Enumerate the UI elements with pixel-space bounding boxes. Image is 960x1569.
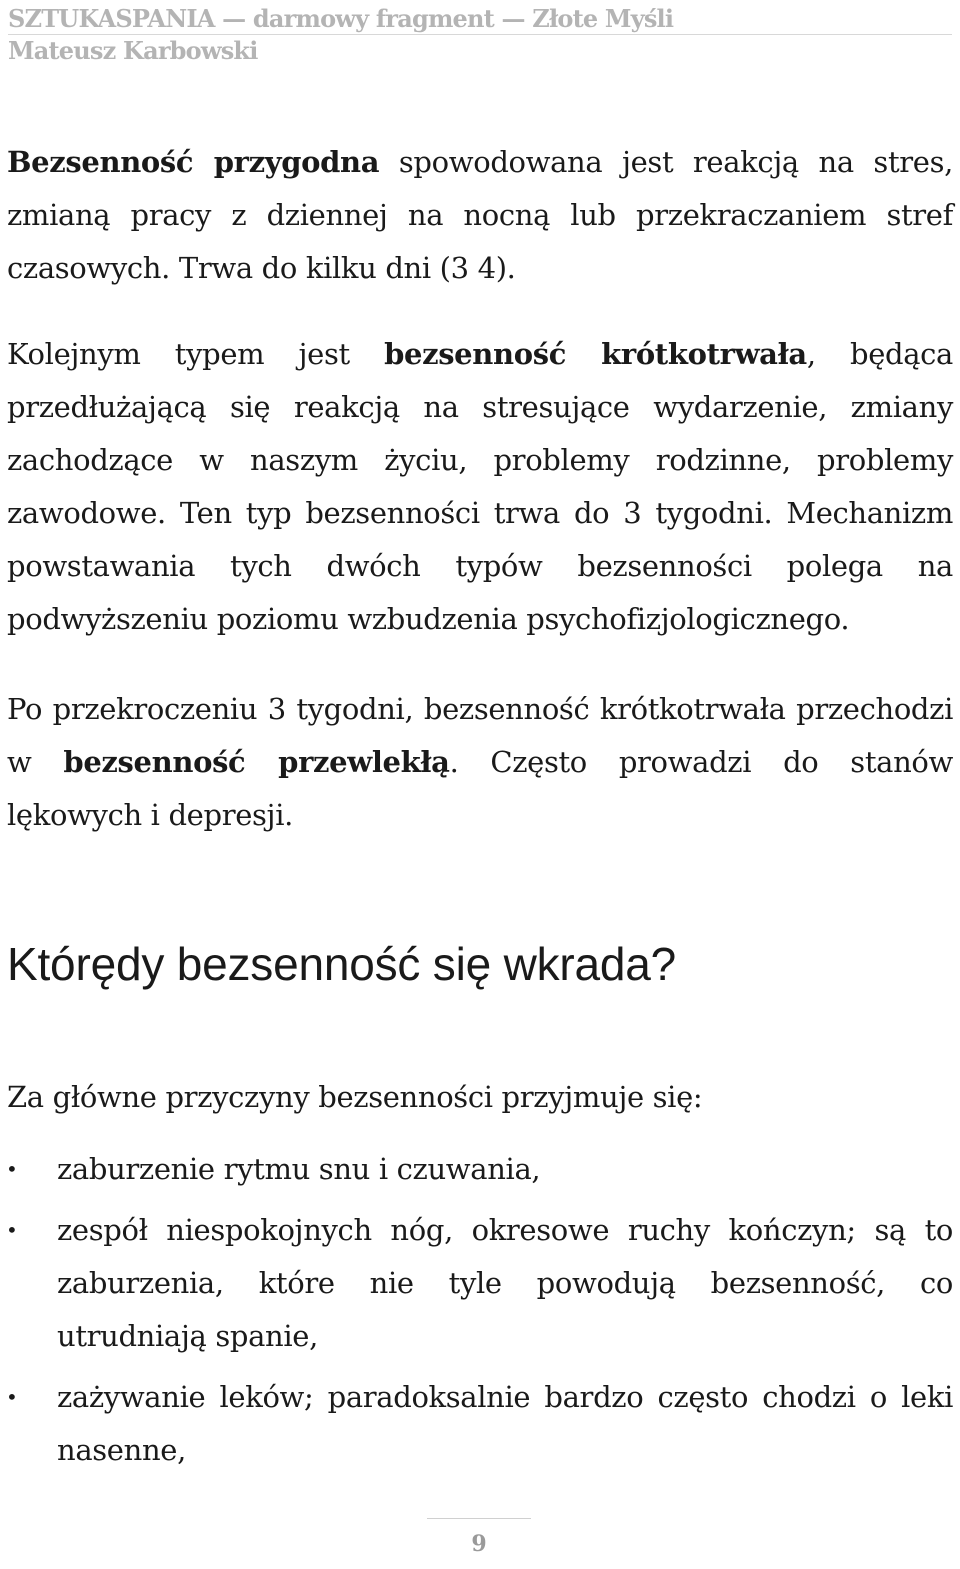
header-author: Mateusz Karbowski: [8, 36, 258, 65]
running-header: [8, 3, 952, 66]
list-item-text: zaburzenie rytmu snu i czuwania,: [57, 1152, 541, 1186]
paragraph-text: . Często prowadzi do stanów lękowych i depresji.: [7, 745, 953, 832]
paragraph-text: Kolejnym typem jest: [7, 337, 385, 371]
list-item: [0, 1371, 953, 1477]
bullet-icon: •: [6, 1157, 18, 1181]
header-title: SZTUKASPANIA — darmowy fragment — Złote Myśli: [8, 3, 952, 35]
section-heading: Którędy bezsenność się wkrada?: [7, 938, 677, 990]
paragraph-bezsennosc-przewlekla: [7, 683, 953, 842]
list-item: [0, 1204, 953, 1363]
causes-list: [0, 1143, 953, 1485]
paragraph-bezsennosc-przygodna: [7, 136, 953, 295]
list-item: [0, 1143, 953, 1196]
term-bezsennosc-przewlekla: bezsenność przewlekłą: [63, 745, 450, 779]
bullet-icon: •: [6, 1218, 18, 1242]
page-number: 9: [427, 1518, 531, 1569]
list-item-text: zażywanie leków; paradoksalnie bardzo często chodzi o leki nasenne,: [57, 1380, 953, 1467]
paragraph-przyczyny-intro: Za główne przyczyny bezsenności przyjmuje się:: [7, 1080, 703, 1114]
paragraph-text: Po przekroczeniu 3 tygodni, bezsenność krótkotrwała przechodzi w: [7, 692, 953, 779]
bullet-icon: •: [6, 1385, 18, 1409]
list-item-text: zespół niespokojnych nóg, okresowe ruchy kończyn; są to zaburzenia, które nie tyle powodują bezsenność, co utrudniają spanie,: [57, 1213, 953, 1353]
term-bezsennosc-przygodna: Bezsenność przygodna: [7, 145, 380, 179]
term-bezsennosc-krotkotrwala: bezsenność krótkotrwała: [384, 337, 807, 371]
paragraph-bezsennosc-krotkotrwala: [7, 328, 953, 646]
paragraph-text: spowodowana jest reakcją na stres, zmianą pracy z dziennej na nocną lub przekraczaniem stref czasowych. Trwa do kilku dni (3 4).: [7, 145, 953, 285]
paragraph-text: , będąca przedłużającą się reakcją na stresujące wydarzenie, zmiany zachodzące w naszym życiu, problemy rodzinne, problemy zawodowe. Ten typ bezsenności trwa do 3 tygodni. Mechanizm powstawania tych dwóch typów bezsenności polega na podwyższeniu poziomu wzbudzenia psychofizjologicznego.: [7, 337, 953, 636]
